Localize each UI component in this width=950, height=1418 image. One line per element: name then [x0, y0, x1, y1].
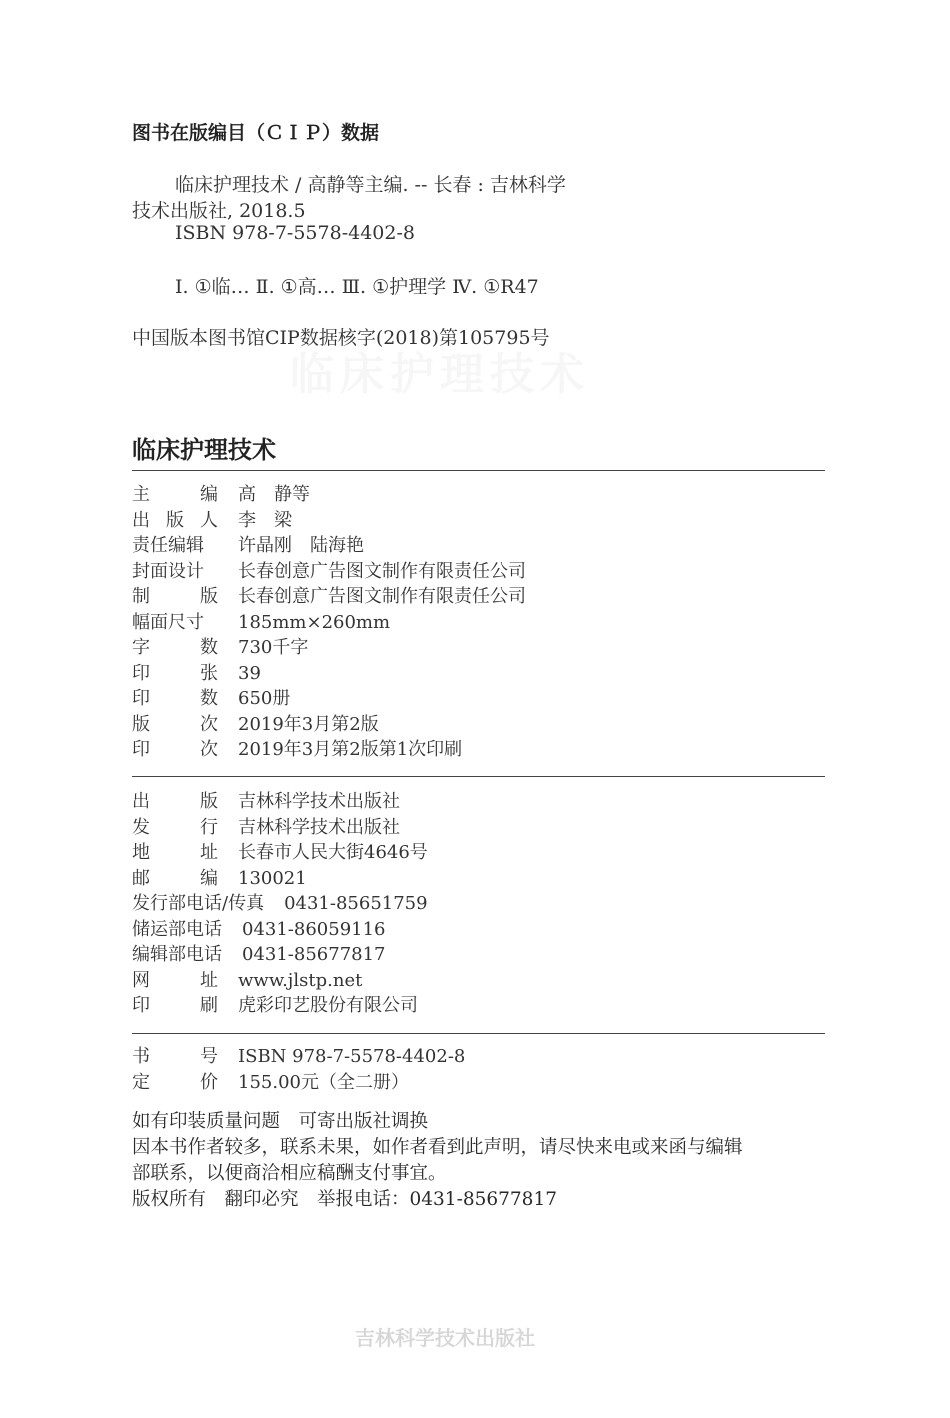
- credit-row: 字 数 730千字: [132, 635, 526, 661]
- contact-label: 编辑部电话: [132, 944, 222, 965]
- publisher-value: 吉林科学技术出版社: [238, 791, 400, 812]
- credit-value: 长春创意广告图文制作有限责任公司: [238, 586, 526, 607]
- divider: [132, 470, 825, 471]
- contact-label: 储运部电话: [132, 918, 222, 940]
- credits-section: [132, 482, 526, 763]
- publisher-value: 长春市人民大街4646号: [238, 842, 428, 863]
- contact-phone: 0431-85677817: [242, 944, 386, 965]
- publisher-row: 邮 编 130021: [132, 866, 428, 892]
- credit-row: 印 数 650册: [132, 686, 526, 712]
- credit-value: 730千字: [238, 637, 309, 658]
- credit-label: 封面设计: [132, 560, 204, 582]
- contact-row: [132, 917, 428, 943]
- credit-value: 高 静等: [238, 484, 310, 505]
- credit-value: 2019年3月第2版第1次印刷: [238, 739, 463, 760]
- credit-row: [132, 610, 526, 636]
- notice-line-3: 部联系，以便商洽相应稿酬支付事宜。: [132, 1163, 447, 1184]
- credit-value: 李 梁: [238, 509, 292, 531]
- isbn-section: [132, 1044, 465, 1095]
- credit-value: 650册: [238, 688, 291, 709]
- credit-row: 制 版 长春创意广告图文制作有限责任公司: [132, 584, 526, 610]
- credit-label: 幅面尺寸: [132, 611, 204, 633]
- publisher-value: 吉林科学技术出版社: [238, 816, 400, 838]
- cip-line-1: 临床护理技术 / 高静等主编. -- 长春 : 吉林科学: [175, 174, 566, 196]
- price-row: 定 价 155.00元（全二册）: [132, 1070, 465, 1096]
- credit-row: 印 次 2019年3月第2版第1次印刷: [132, 737, 526, 763]
- credit-value: 39: [238, 662, 261, 684]
- book-title: 临床护理技术: [132, 436, 276, 464]
- credit-row: 主 编 高 静等: [132, 482, 526, 508]
- publisher-row: 地 址 长春市人民大街4646号: [132, 840, 428, 866]
- divider: [132, 1033, 825, 1034]
- contact-phone: 0431-85651759: [284, 893, 428, 914]
- credit-row: [132, 559, 526, 585]
- credit-value: 长春创意广告图文制作有限责任公司: [238, 560, 526, 582]
- copyright-notice: 版权所有 翻印必究 举报电话：0431-85677817: [132, 1189, 557, 1210]
- cip-classification: Ⅰ. ①临… Ⅱ. ①高… Ⅲ. ①护理学 Ⅳ. ①R47: [175, 276, 539, 298]
- contact-phone: 0431-86059116: [242, 918, 386, 940]
- publisher-row: 发 行 吉林科学技术出版社: [132, 815, 428, 841]
- notice-line-1: 如有印装质量问题 可寄出版社调换: [132, 1111, 429, 1132]
- contact-row: [132, 942, 428, 968]
- footer-watermark: 吉林科学技术出版社: [355, 1326, 535, 1350]
- publisher-row: 出 版 吉林科学技术出版社: [132, 789, 428, 815]
- website-link[interactable]: www.jlstp.net: [238, 969, 363, 991]
- price-value: 155.00元（全二册）: [238, 1071, 409, 1093]
- contact-row: [132, 891, 428, 917]
- credit-value: 185mm×260mm: [238, 611, 391, 633]
- credit-value: 许晶刚 陆海艳: [238, 535, 364, 556]
- divider: [132, 776, 825, 777]
- credit-row: 版 次 2019年3月第2版: [132, 712, 526, 738]
- publisher-value: 130021: [238, 867, 307, 889]
- credit-row: [132, 533, 526, 559]
- credit-value: 2019年3月第2版: [238, 713, 379, 735]
- publisher-row: 网 址 www.jlstp.net: [132, 968, 428, 994]
- printer-value: 虎彩印艺股份有限公司: [238, 995, 418, 1016]
- credit-row: 出 版 人 李 梁: [132, 508, 526, 534]
- cip-header: 图书在版编目（ＣＩＰ）数据: [132, 122, 380, 144]
- cip-line-2: 技术出版社, 2018.5: [132, 200, 306, 222]
- credit-label: 责任编辑: [132, 535, 204, 556]
- isbn-value: ISBN 978-7-5578-4402-8: [238, 1046, 466, 1067]
- cip-line-3: ISBN 978-7-5578-4402-8: [175, 222, 415, 244]
- credit-row: 印 张 39: [132, 661, 526, 687]
- publisher-row: 印 刷 虎彩印艺股份有限公司: [132, 993, 428, 1019]
- notice-line-2: 因本书作者较多，联系未果，如作者看到此声明，请尽快来电或来函与编辑: [132, 1137, 743, 1158]
- cip-record-number: 中国版本图书馆CIP数据核字(2018)第105795号: [132, 327, 550, 349]
- isbn-row: 书 号 ISBN 978-7-5578-4402-8: [132, 1044, 465, 1070]
- contact-label: 发行部电话/传真: [132, 893, 265, 914]
- publisher-section: [132, 789, 428, 1019]
